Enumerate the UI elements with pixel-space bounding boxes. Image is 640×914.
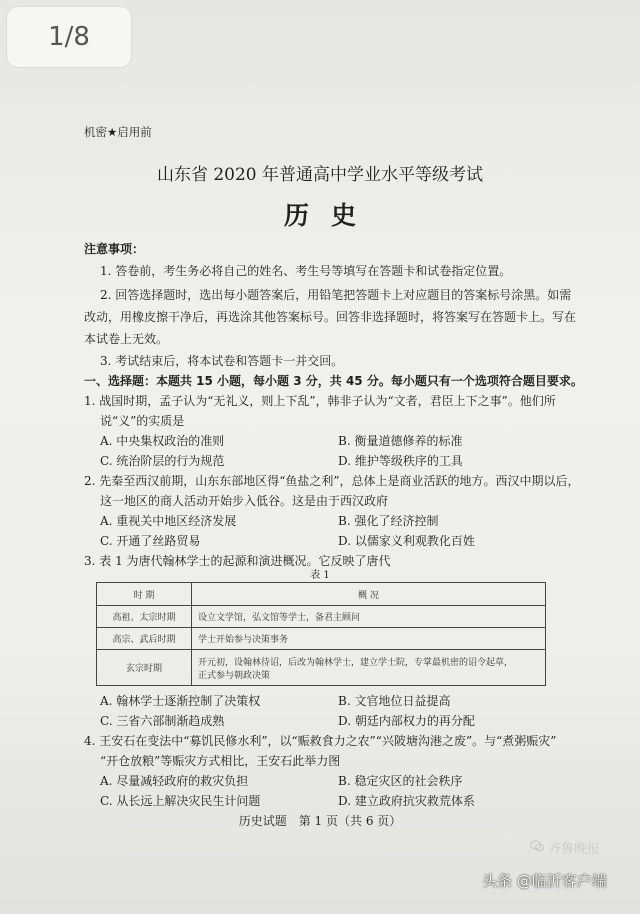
option-b: B. 衡量道德修养的标准 xyxy=(338,434,463,448)
table-cell: 玄宗时期 xyxy=(97,650,192,686)
option-b: B. 强化了经济控制 xyxy=(338,514,439,528)
option-c: C. 开通了丝路贸易 xyxy=(100,534,201,548)
notice-item: 1. 答卷前，考生务必将自己的姓名、考生号等填写在答题卡和试卷指定位置。 xyxy=(100,264,512,278)
option-c: C. 三省六部制渐趋成熟 xyxy=(100,714,225,728)
question-1-stem: 说“义”的实质是 xyxy=(100,414,185,428)
notice-item: 本试卷上无效。 xyxy=(84,332,169,346)
table-cell-line: 正式参与朝政决策 xyxy=(198,670,271,681)
option-d: D. 以儒家义利观教化百姓 xyxy=(338,534,475,548)
option-d: D. 朝廷内部权力的再分配 xyxy=(338,714,475,728)
option-d: D. 维护等级秩序的工具 xyxy=(338,454,463,468)
page-counter-badge: 1/8 xyxy=(6,6,132,68)
subject-title: 历史 xyxy=(283,201,378,230)
table-caption: 表 1 xyxy=(310,570,330,581)
table-cell: 高祖、太宗时期 xyxy=(97,606,192,628)
option-d: D. 建立政府抗灾救荒体系 xyxy=(338,794,475,808)
section-heading: 一、选择题：本题共 15 小题，每小题 3 分，共 45 分。每小题只有一个选项符合题目要求。 xyxy=(84,374,583,388)
confidential-label: 机密★启用前 xyxy=(84,125,152,139)
option-c: C. 统治阶层的行为规范 xyxy=(100,454,225,468)
wechat-icon xyxy=(530,840,544,852)
question-2-stem: 这一地区的商人活动开始步入低谷。这是由于西汉政府 xyxy=(100,494,389,508)
table-cell: 设立文学馆，弘文馆等学士，备君主顾问 xyxy=(192,606,546,628)
question-3-stem: 3. 表 1 为唐代翰林学士的起源和演进概况。它反映了唐代 xyxy=(84,554,391,568)
option-a: A. 尽量减轻政府的救灾负担 xyxy=(100,774,249,788)
table-cell: 高宗、武后时期 xyxy=(97,628,192,650)
faint-watermark: 齐鲁晚报 xyxy=(548,842,601,857)
notice-item: 2. 回答选择题时，选出每小题答案后，用铅笔把答题卡上对应题目的答案标号涂黑。如需 xyxy=(100,288,572,302)
option-a: A. 翰林学士逐渐控制了决策权 xyxy=(100,694,261,708)
question-2-stem: 2. 先秦至西汉前期，山东东部地区得“鱼盐之利”，总体上是商业活跃的地方。西汉中期以后， xyxy=(84,474,580,488)
notice-item: 3. 考试结束后，将本试卷和答题卡一并交回。 xyxy=(100,354,344,368)
option-a: A. 中央集权政治的准则 xyxy=(100,434,225,448)
table-header: 时 期 xyxy=(97,583,192,606)
page-footer: 历史试题 第 1 页（共 6 页） xyxy=(238,814,402,828)
table-cell-line: 开元初，设翰林待诏，后改为翰林学士，建立学士院，专掌最机密的诏令起草， xyxy=(198,657,514,668)
option-a: A. 重视关中地区经济发展 xyxy=(100,514,237,528)
option-c: C. 从长远上解决灾民生计问题 xyxy=(100,794,261,808)
table-row xyxy=(97,606,546,628)
option-b: B. 文官地位日益提高 xyxy=(338,694,451,708)
option-b: B. 稳定灾区的社会秩序 xyxy=(338,774,463,788)
notice-item: 改动，用橡皮擦干净后，再选涂其他答案标号。回答非选择题时，将答案写在答题卡上。写在 xyxy=(84,310,577,324)
source-watermark: 头条 @临沂客户端 xyxy=(482,872,607,890)
table-cell: 学士开始参与决策事务 xyxy=(192,628,546,650)
table-row xyxy=(97,628,546,650)
question-1-stem: 1. 战国时期，孟子认为“无礼义，则上下乱”，韩非子认为“文者，君臣上下之事”。他们所 xyxy=(84,394,556,408)
notice-heading: 注意事项： xyxy=(84,242,145,256)
question-4-stem: “开仓放粮”等赈灾方式相比，王安石此举力图 xyxy=(100,754,341,768)
history-table xyxy=(96,582,546,686)
exam-title: 山东省 2020 年普通高中学业水平等级考试 xyxy=(156,165,484,185)
table-header: 概 况 xyxy=(192,583,546,606)
question-4-stem: 4. 王安石在变法中“募饥民修水利”，以“赈救食力之农”“兴陂塘沟港之废”。与“煮粥赈灾” xyxy=(84,734,557,748)
table-cell xyxy=(192,650,546,686)
table-row xyxy=(97,650,546,686)
